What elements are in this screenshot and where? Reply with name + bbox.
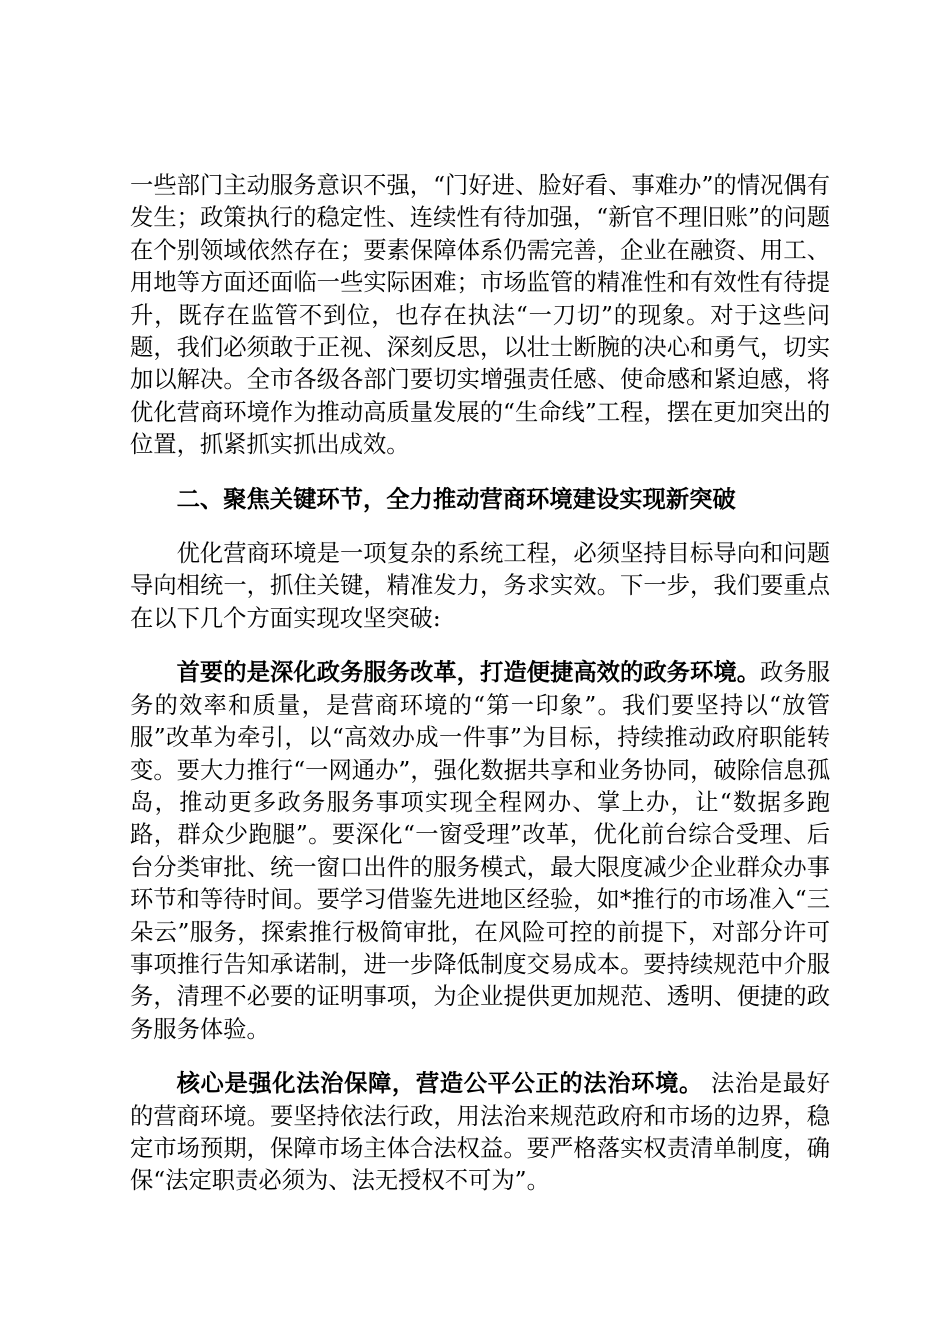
paragraph-intro: 优化营商环境是一项复杂的系统工程，必须坚持目标导向和问题导向相统一，抓住关键，精准发力，务求实效。下一步，我们要重点在以下几个方面实现攻坚突破: <box>130 540 830 632</box>
lead-sentence-rule-of-law: 核心是强化法治保障，营造公平公正的法治环境。 <box>176 1070 703 1098</box>
lead-sentence-gov-service: 首要的是深化政务服务改革，打造便捷高效的政务环境。 <box>176 659 761 687</box>
section-heading-2: 二、聚焦关键环节，全力推动营商环境建设实现新突破 <box>176 485 736 513</box>
paragraph-rule-of-law <box>130 1068 830 1198</box>
body-gov-service: 政务服务的效率和质量，是营商环境的“第一印象”。我们要坚持以“放管服”改革为牵引，以“高效办成一件事”为目标，持续推动政府职能转变。要大力推行“一网通办”，强化数据共享和业务协同，破除信息孤岛，推动更多政务服务事项实现全程网办、掌上办，让“数据多跑路，群众少跑腿”。要深化“一窗受理”改革，优化前台综合受理、后台分类审批、统一窗口出件的服务模式，最大限度减少企业群众办事环节和等待时间。要学习借鉴先进地区经验，如*推行的市场准入“三朵云”服务，探索推行极简审批，在风险可控的前提下，对部分许可事项推行告知承诺制，进一步降低制度交易成本。要持续规范中介服务，清理不必要的证明事项，为企业提供更加规范、透明、便捷的政务服务体验。 <box>130 659 831 1043</box>
paragraph-problems: 一些部门主动服务意识不强，“门好进、脸好看、事难办”的情况偶有发生；政策执行的稳定性、连续性有待加强，“新官不理旧账”的问题在个别领域依然存在；要素保障体系仍需完善，企业在融资、用工、用地等方面还面临一些实际困难；市场监管的精准性和有效性有待提升，既存在监管不到位，也存在执法“一刀切”的现象。对于这些问题，我们必须敢于正视、深刻反思，以壮士断腕的决心和勇气，切实加以解决。全市各级各部门要切实增强责任感、使命感和紧迫感，将优化营商环境作为推动高质量发展的“生命线”工程，摆在更加突出的位置，抓紧抓实抓出成效。 <box>130 172 830 459</box>
document-page <box>130 170 830 1198</box>
body-rule-of-law: 法治是最好的营商环境。要坚持依法行政，用法治来规范政府和市场的边界，稳定市场预期，保障市场主体合法权益。要严格落实权责清单制度，确保“法定职责必须为、法无授权不可为”。 <box>130 1070 831 1195</box>
paragraph-gov-service <box>130 657 830 1046</box>
